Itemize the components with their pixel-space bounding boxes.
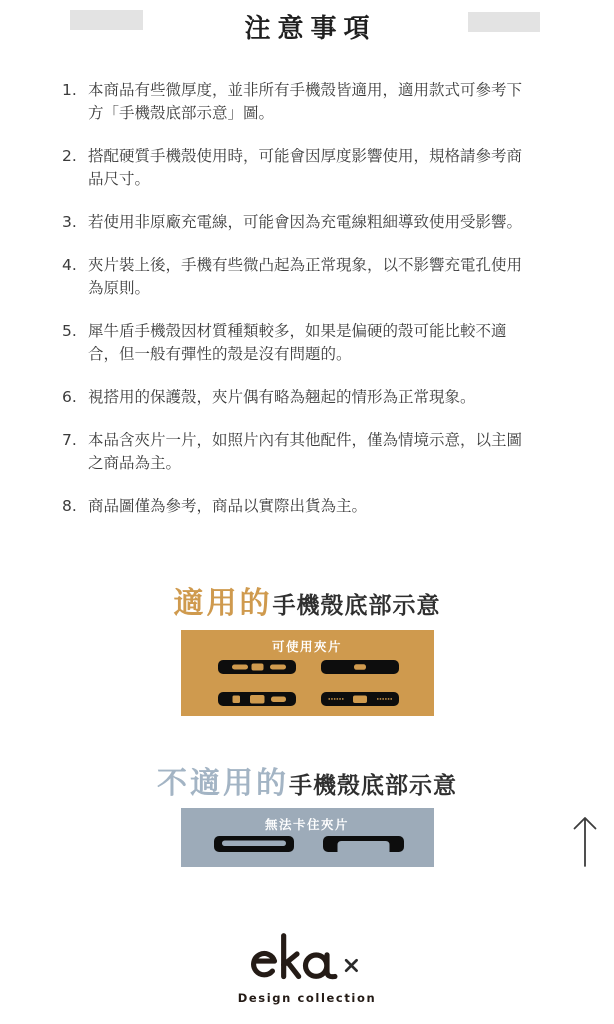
- note-item-7: [62, 429, 535, 475]
- note-item-3: [62, 211, 535, 234]
- note-number: 8.: [62, 497, 77, 515]
- note-text: 視搭用的保護殼，夾片偶有略為翹起的情形為正常現象。: [88, 388, 476, 406]
- note-number: 2.: [62, 147, 77, 165]
- suitable-heading-suffix: 手機殼底部示意: [272, 593, 441, 619]
- note-number: 1.: [62, 81, 77, 99]
- unsuitable-section-heading: [0, 758, 614, 802]
- note-item-4: [62, 254, 535, 300]
- back-to-top-button[interactable]: [568, 810, 602, 872]
- header: [0, 0, 614, 47]
- footer-brand: [0, 929, 614, 1005]
- note-number: 3.: [62, 213, 77, 231]
- note-item-2: [62, 145, 535, 191]
- note-text: 犀牛盾手機殼因材質種類較多，如果是偏硬的殼可能比較不適合，但一般有彈性的殼是沒有問題的。: [88, 322, 507, 363]
- note-item-8: [62, 495, 535, 518]
- note-text: 夾片裝上後，手機有些微凸起為正常現象，以不影響充電孔使用為原則。: [88, 256, 523, 297]
- note-text: 若使用非原廠充電線，可能會因為充電線粗細導致使用受影響。: [88, 213, 523, 231]
- page-title: 注意事項: [244, 14, 377, 44]
- note-number: 5.: [62, 322, 77, 340]
- note-item-1: [62, 79, 535, 125]
- note-text: 商品圖僅為參考，商品以實際出貨為主。: [88, 497, 368, 515]
- unsuitable-heading-suffix: 手機殼底部示意: [289, 773, 457, 799]
- unsuitable-figure-badge: 無法卡住夾片: [264, 817, 349, 832]
- brand-tagline: Design collection: [237, 991, 377, 1005]
- note-number: 4.: [62, 256, 77, 274]
- unsuitable-heading-highlight: 不適用的: [157, 766, 289, 801]
- suitable-heading-highlight: 適用的: [173, 586, 273, 621]
- note-number: 7.: [62, 431, 77, 449]
- suitable-section-heading: [0, 578, 614, 622]
- note-text: 搭配硬質手機殼使用時，可能會因厚度影響使用，規格請參考商品尺寸。: [88, 147, 523, 188]
- note-text: 本品含夾片一片，如照片內有其他配件，僅為情境示意，以主圖之商品為主。: [88, 431, 523, 472]
- note-item-6: [62, 386, 535, 409]
- note-number: 6.: [62, 388, 77, 406]
- suitable-case-bottom-figure: [181, 630, 434, 716]
- unsuitable-case-bottom-figure: [181, 808, 434, 867]
- suitable-figure-badge: 可使用夾片: [271, 639, 342, 654]
- note-item-5: [62, 320, 535, 366]
- eka-brand-logo-icon: [244, 929, 370, 989]
- up-arrow-icon: [570, 812, 600, 870]
- notes-list: [62, 79, 535, 518]
- note-text: 本商品有些微厚度，並非所有手機殼皆適用，適用款式可參考下方「手機殼底部示意」圖。: [88, 81, 523, 122]
